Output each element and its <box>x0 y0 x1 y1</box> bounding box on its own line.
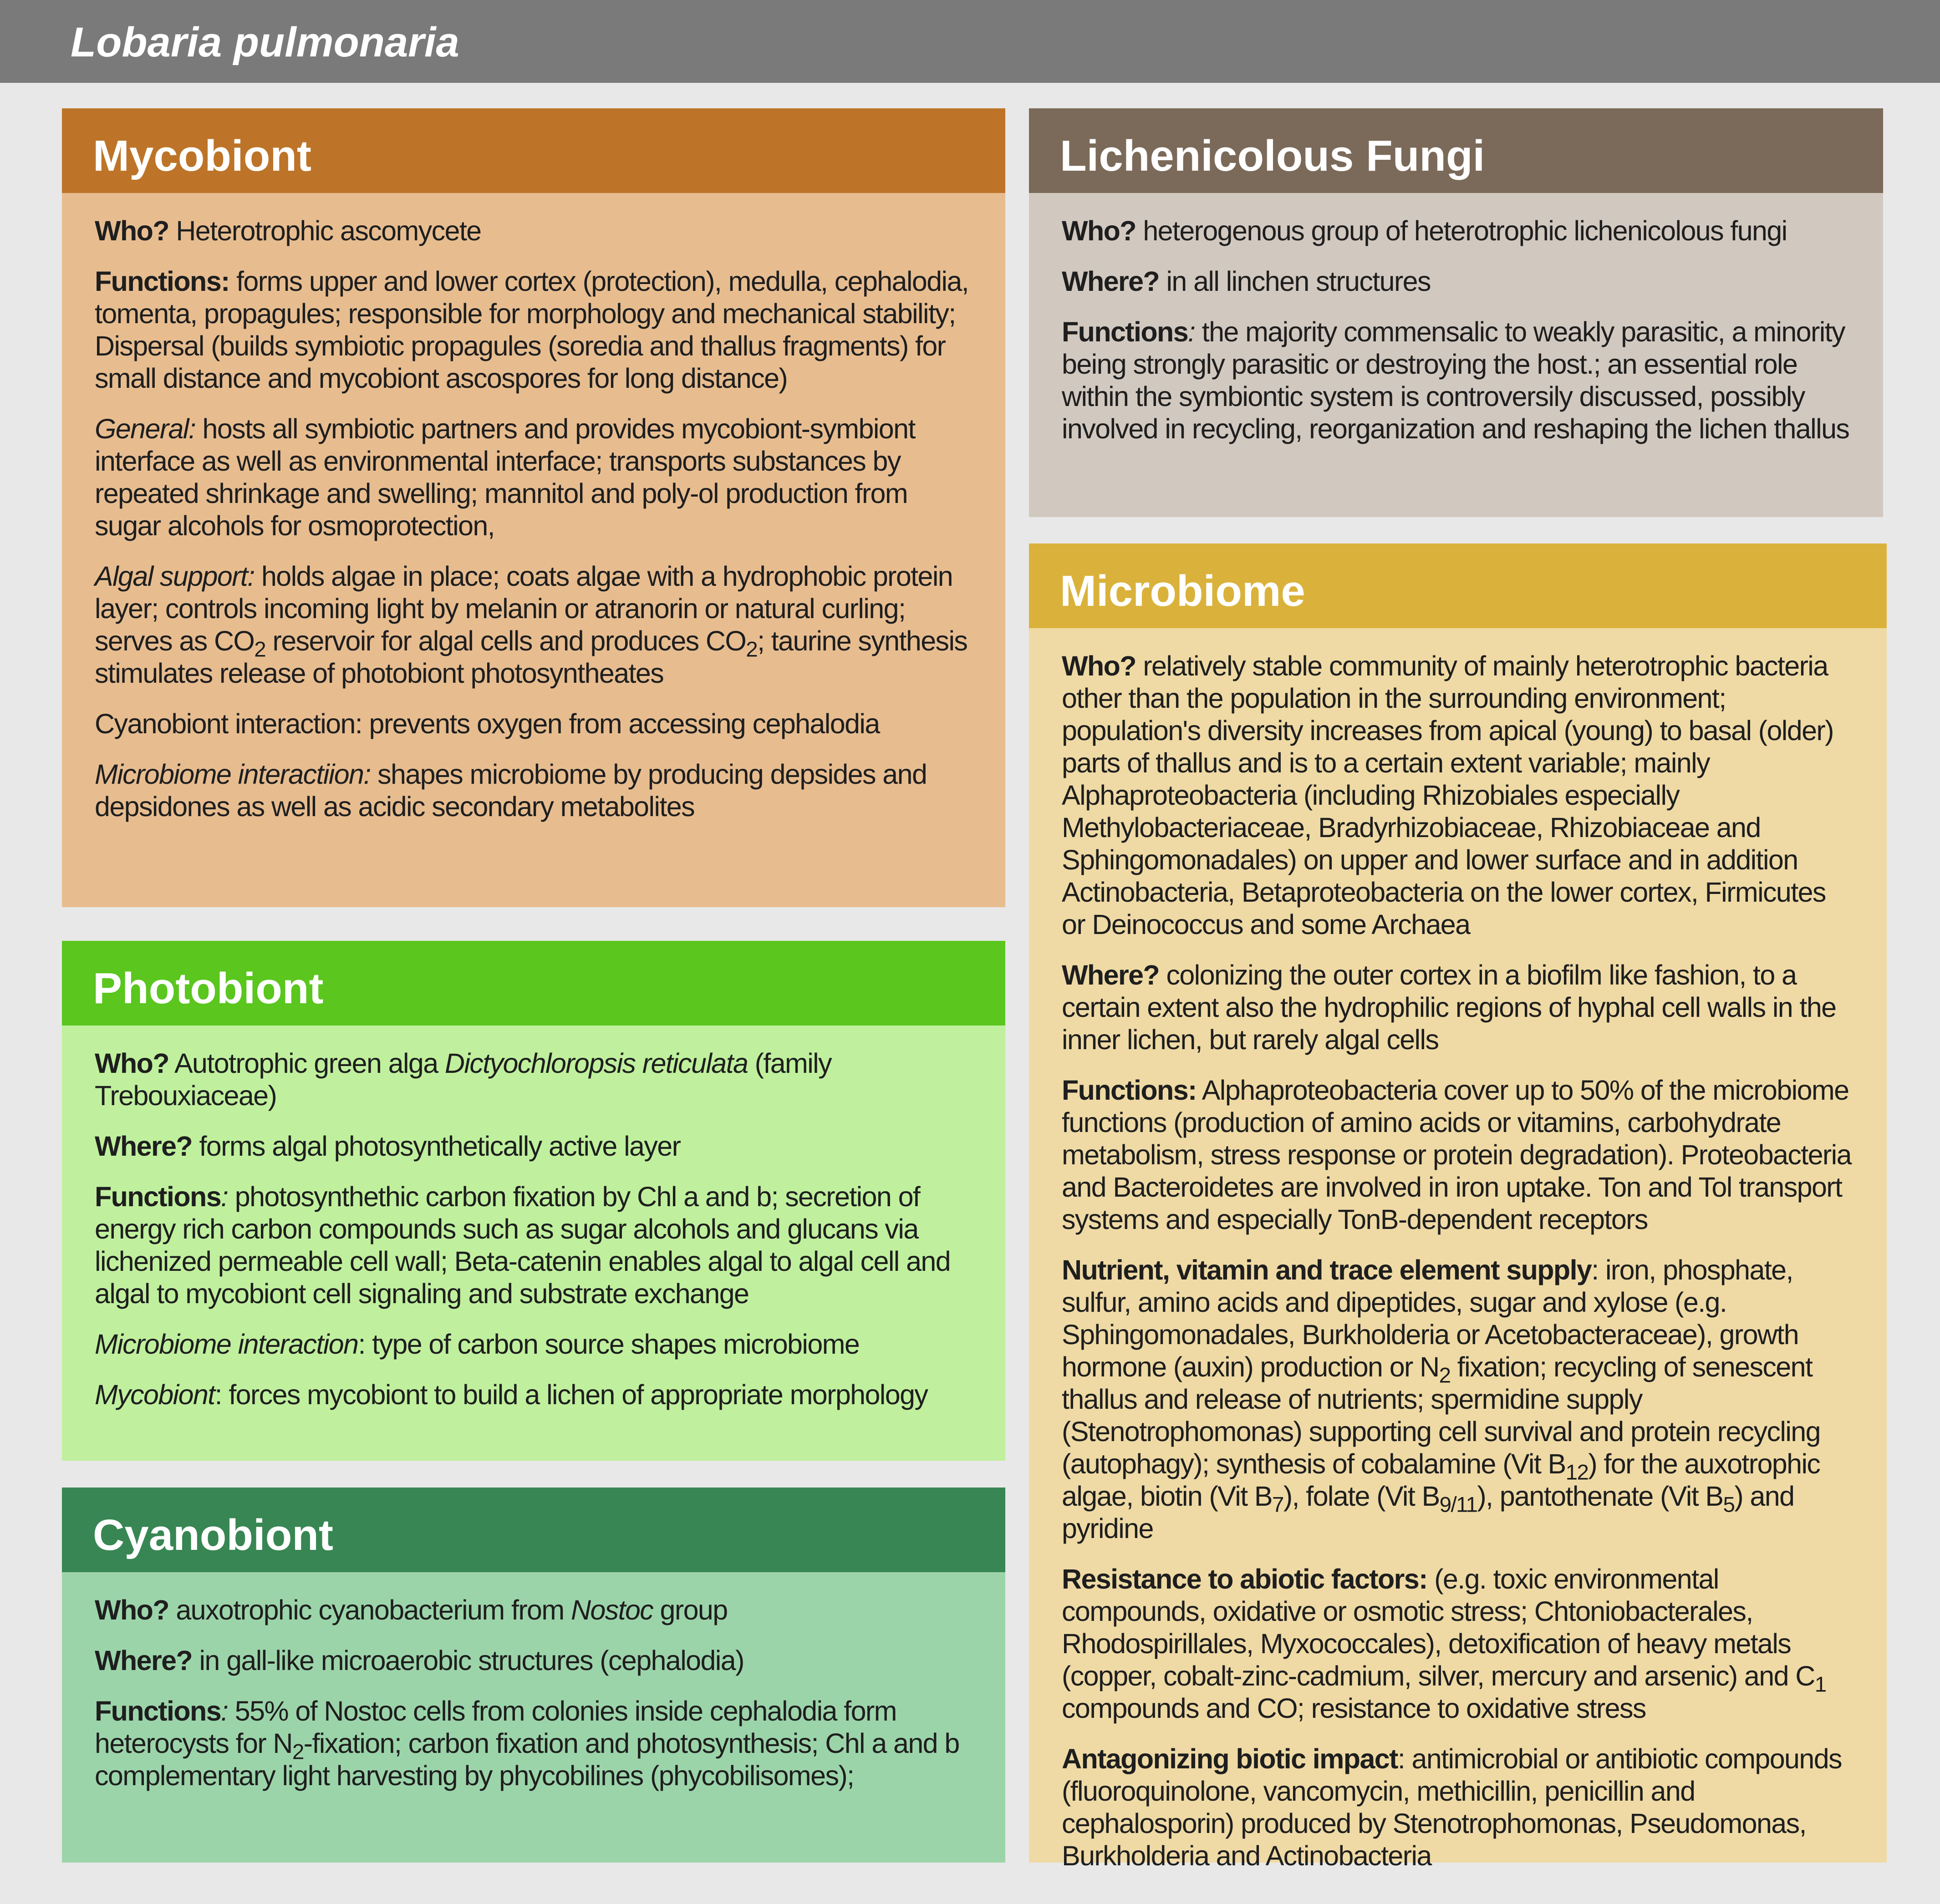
algal-support-text: reservoir for algal cells and produces CO <box>265 625 746 656</box>
microbiome-functions <box>1062 1074 1855 1236</box>
functions-text: 55% of Nostoc cells from colonies inside cephalodia form heterocysts for N <box>95 1696 896 1759</box>
where-text: colonizing the outer cortex in a biofilm like fashion, to a certain extent also the hydrophilic regions of hyphal cell walls in the inner lichen, but rarely algal cells <box>1062 960 1836 1055</box>
who-text: auxotrophic cyanobacterium from <box>168 1594 571 1625</box>
functions-label: Functions: <box>1062 1075 1197 1106</box>
functions-text: photosynthethic carbon fixation by Chl a and b; secretion of energy rich carbon compounds such as sugar alcohols and glucans via lichenized permeable cell wall; Beta-catenin enables algal to algal cell and algal to mycobiont cell signaling and substrate exchange <box>95 1181 951 1309</box>
microbiome-interaction-label: Microbiome interactiion: <box>95 759 371 790</box>
photobiont-heading: Photobiont <box>93 964 324 1013</box>
functions-colon: : <box>221 1181 228 1212</box>
subscript: 1 <box>1814 1672 1826 1697</box>
algal-support-text: ; taurine synthesis stimulates release of photobiont photosyntheates <box>95 625 967 689</box>
who-label: Who? <box>95 1048 169 1079</box>
cyanobiont-body <box>62 1572 1005 1863</box>
lichenicolous-fungi-panel <box>1029 108 1883 517</box>
photobiont-mycobiont <box>95 1379 973 1411</box>
antagonizing-label: Antagonizing biotic impact <box>1062 1743 1398 1774</box>
functions-label: Functions <box>95 1696 221 1726</box>
lichenicolous-fungi-heading: Lichenicolous Fungi <box>1060 132 1485 180</box>
functions-colon: : <box>221 1696 228 1726</box>
algal-support-label: Algal support: <box>95 561 255 592</box>
lichenicolous-fungi-header <box>1029 108 1883 193</box>
cyanobiont-panel <box>62 1488 1005 1863</box>
mycobiont-heading: Mycobiont <box>93 132 311 180</box>
microbiome-where <box>1062 959 1855 1056</box>
species-name: Dictyochloropsis reticulata <box>444 1048 748 1079</box>
who-label: Who? <box>1062 215 1136 246</box>
photobiont-where <box>95 1130 973 1163</box>
where-text: forms algal photosynthetically active layer <box>192 1131 681 1162</box>
nutrient-supply-text: fixation; recycling of senescent thallus and release of nutrients; spermidine supply (Stenotrophomonas) supporting cell survival and protein recycling (autophagy); synthesis of cobalamine (Vit B <box>1062 1351 1820 1479</box>
mycobiont-algal-support <box>95 560 973 690</box>
where-label: Where? <box>95 1131 193 1162</box>
where-text: in gall-like microaerobic structures (cephalodia) <box>192 1645 744 1676</box>
mycobiont-functions <box>95 265 973 395</box>
resistance-label: Resistance to abiotic factors: <box>1062 1564 1427 1594</box>
who-label: Who? <box>95 1594 169 1625</box>
who-text: group <box>653 1594 728 1625</box>
microbiome-resistance <box>1062 1563 1855 1725</box>
microbiome-antagonizing <box>1062 1743 1855 1872</box>
subscript: 9/11 <box>1439 1493 1477 1517</box>
mycobiont-body <box>62 193 1005 907</box>
where-text: in all linchen structures <box>1159 266 1431 297</box>
mycobiont-microbiome-interaction <box>95 758 973 823</box>
who-label: Who? <box>95 215 169 246</box>
functions-label: Functions: <box>95 266 229 297</box>
who-text: Autotrophic green alga <box>168 1048 445 1079</box>
functions-text: forms upper and lower cortex (protection), medulla, cephalodia, tomenta, propagules; responsible for morphology and mechanical stability; Dispersal (builds symbiotic propagules (soredia and thallus fragments) for small distance and mycobiont ascospores for long distance) <box>95 266 969 394</box>
resistance-text: compounds and CO; resistance to oxidative stress <box>1062 1693 1646 1724</box>
microbiome-nutrient-supply <box>1062 1254 1855 1545</box>
nutrient-supply-text: ), pantothenate (Vit B <box>1477 1481 1723 1512</box>
microbiome-heading: Microbiome <box>1060 567 1305 615</box>
functions-text: -fixation; carbon fixation and photosynthesis; Chl a and b complementary light harvesting by phycobilines (phycobilisomes); <box>95 1728 959 1791</box>
nutrient-supply-text: ), folate (Vit B <box>1283 1481 1440 1512</box>
cyanobiont-interaction-text: Cyanobiont interaction: prevents oxygen from accessing cephalodia <box>95 708 880 739</box>
algal-support-text: holds algae in place; coats algae with a hydrophobic protein layer; controls incoming light by melanin or atranorin or natural curling; serves as CO <box>95 561 953 656</box>
subscript: 12 <box>1565 1460 1589 1485</box>
mycobiont-general <box>95 413 973 542</box>
microbiome-body <box>1029 628 1887 1871</box>
general-text: hosts all symbiotic partners and provides mycobiont-symbiont interface as well as environmental interface; transports substances by repeated shrinkage and swelling; mannitol and poly-ol production from sugar alcohols for osmoprotection, <box>95 413 915 541</box>
photobiont-microbiome-interaction <box>95 1328 973 1361</box>
cyanobiont-heading: Cyanobiont <box>93 1511 333 1559</box>
where-label: Where? <box>95 1645 193 1676</box>
title-bar <box>0 0 1940 83</box>
subscript: 2 <box>254 637 266 662</box>
nutrient-supply-text: : iron, phosphate, sulfur, amino acids and dipeptides, sugar and xylose (e.g. Sphingomonadales, Burkholderia or Acetobacteraceae), growth hormone (auxin) production or N <box>1062 1254 1799 1382</box>
mycobiont-cyanobiont-interaction <box>95 708 973 740</box>
who-text: heterogenous group of heterotrophic lichenicolous fungi <box>1135 215 1787 246</box>
general-label: General: <box>95 413 196 444</box>
microbiome-panel <box>1029 543 1887 1871</box>
who-text: relatively stable community of mainly heterotrophic bacteria other than the population in the surrounding environment; population's diversity increases from apical (young) to basal (older) parts of thallus and is to a certain extent variable; mainly Alphaproteobacteria (including Rhizobiales especially Methylobacteriaceae, Bradyrhizobiaceae, Rhizobiaceae and Sphingomonadales) on upper and lower surface and in addition Actinobacteria, Betaproteobacteria on the lower cortex, Firmicutes or Deinococcus and some Archaea <box>1062 650 1833 940</box>
who-text: Heterotrophic ascomycete <box>168 215 481 246</box>
cyanobiont-header <box>62 1488 1005 1572</box>
resistance-text: (e.g. toxic environmental compounds, oxidative or osmotic stress; Chtoniobacterales, Rhodospirillales, Myxococcales), detoxification of heavy metals (copper, cobalt-zinc-cadmium, silver, mercury and arsenic) and C <box>1062 1564 1815 1691</box>
photobiont-functions <box>95 1181 973 1310</box>
subscript: 2 <box>746 637 758 662</box>
mycobiont-label: Mycobiont <box>95 1379 215 1410</box>
where-label: Where? <box>1062 266 1160 297</box>
mycobiont-header <box>62 108 1005 193</box>
subscript: 2 <box>1439 1363 1451 1388</box>
subscript: 7 <box>1272 1493 1283 1517</box>
antagonizing-text: : antimicrobial or antibiotic compounds (fluoroquinolone, vancomycin, methicillin, penicillin and cephalosporin) produced by Stenotrophomonas, Pseudomonas, Burkholderia and Actinobacteria <box>1062 1743 1842 1871</box>
cyanobiont-functions <box>95 1695 973 1792</box>
functions-label: Functions <box>1062 316 1188 347</box>
microbiome-interaction-label: Microbiome interaction <box>95 1329 358 1360</box>
microbiome-interaction-text: : type of carbon source shapes microbiome <box>358 1329 860 1360</box>
photobiont-panel <box>62 941 1005 1461</box>
lichenicolous-functions <box>1062 316 1851 445</box>
nutrient-supply-label: Nutrient, vitamin and trace element supply <box>1062 1254 1592 1285</box>
functions-label: Functions <box>95 1181 221 1212</box>
cyanobiont-where <box>95 1645 973 1677</box>
genus-name: Nostoc <box>570 1594 653 1625</box>
microbiome-interaction-text: shapes microbiome by producing depsides and depsidones as well as acidic secondary metabolites <box>95 759 927 822</box>
who-text: (family Trebouxiaceae) <box>95 1048 832 1111</box>
photobiont-header <box>62 941 1005 1026</box>
mycobiont-who <box>95 215 973 247</box>
mycobiont-text: : forces mycobiont to build a lichen of appropriate morphology <box>214 1379 928 1410</box>
photobiont-who <box>95 1047 973 1112</box>
lichenicolous-fungi-body <box>1029 193 1883 517</box>
subscript: 2 <box>292 1740 304 1764</box>
mycobiont-panel <box>62 108 1005 907</box>
microbiome-who <box>1062 650 1855 941</box>
photobiont-body <box>62 1026 1005 1461</box>
cyanobiont-who <box>95 1594 973 1626</box>
subscript: 5 <box>1723 1493 1735 1517</box>
functions-text: the majority commensalic to weakly parasitic, a minority being strongly parasitic or destroying the host.; an essential role within the symbiontic system is controversily discussed, possibly involved in recycling, reorganization and reshaping the lichen thallus <box>1062 316 1849 444</box>
page-title: Lobaria pulmonaria <box>71 19 459 66</box>
microbiome-header <box>1029 543 1887 628</box>
functions-text: Alphaproteobacteria cover up to 50% of the microbiome functions (production of amino acids or vitamins, carbohydrate metabolism, stress response or protein degradation). Proteobacteria and Bacteroidetes are involved in iron uptake. Ton and Tol transport systems and especially TonB-dependent receptors <box>1062 1075 1851 1235</box>
nutrient-supply-text: ) and pyridine <box>1062 1481 1794 1544</box>
lichenicolous-who <box>1062 215 1851 247</box>
where-label: Where? <box>1062 960 1160 990</box>
who-label: Who? <box>1062 650 1136 681</box>
functions-colon: : <box>1188 316 1195 347</box>
nutrient-supply-text: ) for the auxotrophic algae, biotin (Vit B <box>1062 1448 1820 1512</box>
lichenicolous-where <box>1062 265 1851 298</box>
